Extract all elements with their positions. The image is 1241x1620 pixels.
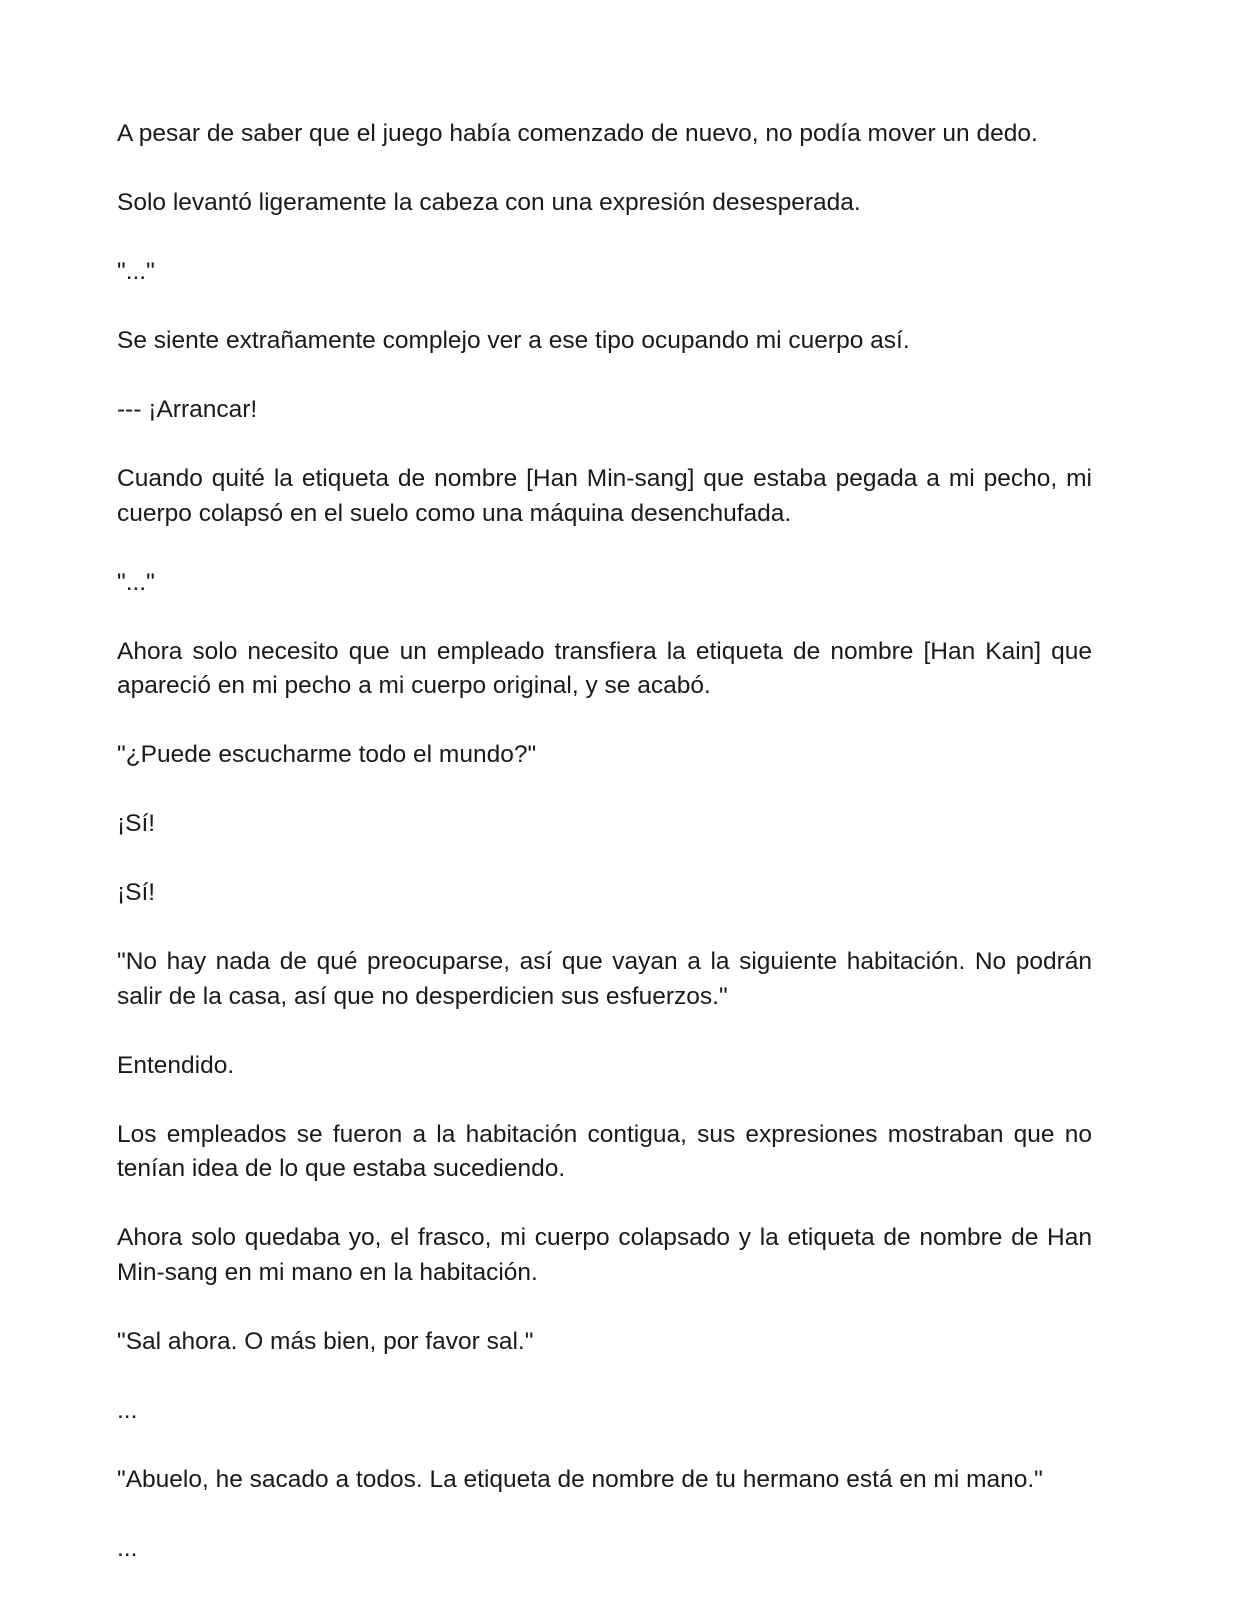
paragraph: Entendido. <box>117 1051 235 1079</box>
paragraph: Ahora solo necesito que un empleado transfiera la etiqueta de nombre [Han Kain] que apareció en mi pecho a mi cuerpo original, y se acabó. <box>117 637 1099 699</box>
paragraph: "..." <box>117 568 155 596</box>
paragraph: Se siente extrañamente complejo ver a ese tipo ocupando mi cuerpo así. <box>117 327 910 354</box>
paragraph: "Abuelo, he sacado a todos. La etiqueta de nombre de tu hermano está en mi mano." <box>117 1465 1043 1493</box>
paragraph: Cuando quité la etiqueta de nombre [Han Min-sang] que estaba pegada a mi pecho, mi cuerpo colapsó en el suelo como una máquina desenchufada. <box>117 465 1099 527</box>
paragraph: A pesar de saber que el juego había comenzado de nuevo, no podía mover un dedo. <box>117 120 1038 147</box>
paragraph: --- ¡Arrancar! <box>117 396 258 423</box>
document-body <box>117 117 1099 1601</box>
paragraph: ... <box>117 1396 138 1424</box>
paragraph: ¡Sí! <box>117 879 156 906</box>
paragraph: ... <box>117 1534 138 1562</box>
paragraph: ¡Sí! <box>117 810 156 837</box>
paragraph: Los empleados se fueron a la habitación contigua, sus expresiones mostraban que no tenían idea de lo que estaba sucediendo. <box>117 1120 1099 1182</box>
paragraph: "..." <box>117 258 155 285</box>
paragraph: "¿Puede escucharme todo el mundo?" <box>117 741 537 768</box>
paragraph: Ahora solo quedaba yo, el frasco, mi cuerpo colapsado y la etiqueta de nombre de Han Min-sang en mi mano en la habitación. <box>117 1224 1099 1286</box>
paragraph: "Sal ahora. O más bien, por favor sal." <box>117 1327 534 1355</box>
paragraph: Solo levantó ligeramente la cabeza con una expresión desesperada. <box>117 189 861 216</box>
paragraph: "No hay nada de qué preocuparse, así que vayan a la siguiente habitación. No podrán salir de la casa, así que no desperdicien sus esfuerzos." <box>117 948 1099 1010</box>
